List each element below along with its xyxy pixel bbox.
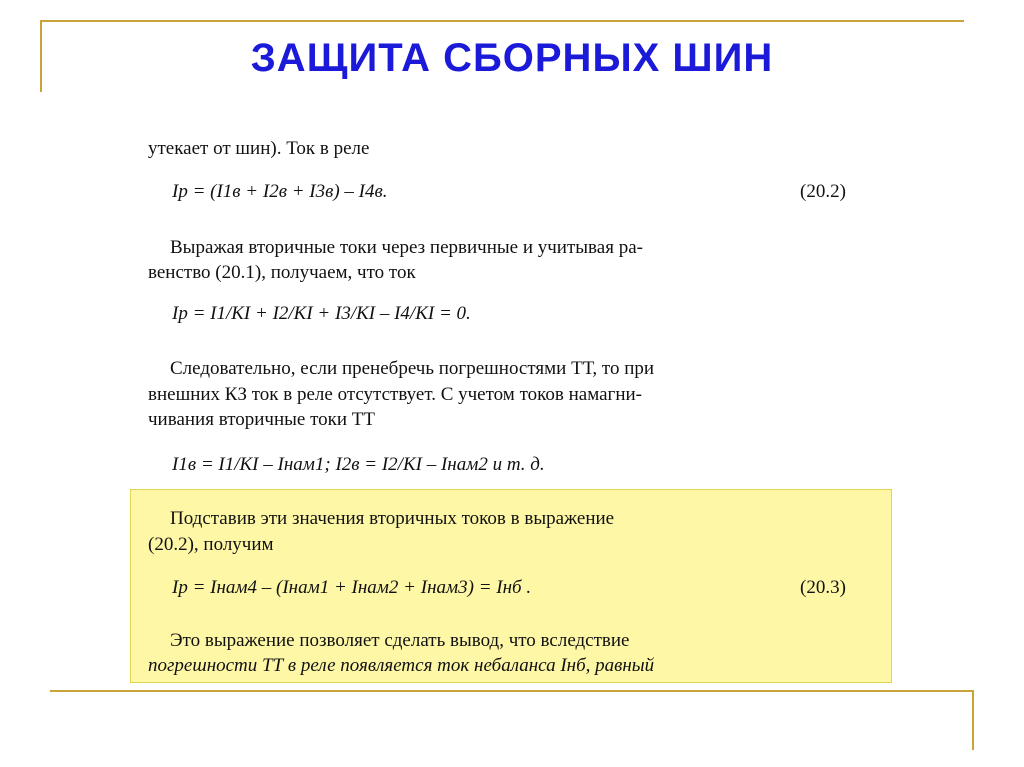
frame-bottom-line — [50, 690, 974, 692]
text-line: венство (20.1), получаем, что ток — [148, 262, 416, 283]
frame-right-line — [972, 690, 974, 750]
text-line: утекает от шин). Ток в реле — [148, 138, 370, 159]
text-line: внешних КЗ ток в реле отсутствует. С учетом токов намагни- — [148, 384, 642, 405]
equation: Iр = I1/KI + I2/KI + I3/KI – I4/KI = 0. — [172, 303, 471, 324]
text-line: Подставив эти значения вторичных токов в выражение — [170, 508, 615, 529]
slide-title: ЗАЩИТА СБОРНЫХ ШИН — [250, 36, 774, 80]
text-line: (20.2), получим — [148, 534, 274, 555]
equation: I1в = I1/KI – Iнам1; I2в = I2/KI – Iнам2 и т. д. — [172, 454, 545, 475]
equation-20-2: Iр = (I1в + I2в + I3в) – I4в. — [172, 181, 388, 202]
text-line: Это выражение позволяет сделать вывод, что вследствие — [170, 630, 630, 651]
text-line: чивания вторичные токи ТТ — [148, 409, 376, 430]
text-line: Следовательно, если пренебречь погрешностями ТТ, то при — [170, 358, 655, 379]
equation-number: (20.3) — [800, 577, 846, 598]
equation-20-3: Iр = Iнам4 – (Iнам1 + Iнам2 + Iнам3) = Iнб . — [172, 577, 532, 598]
text-line: погрешности ТТ в реле появляется ток небаланса Iнб, равный — [148, 655, 655, 676]
equation-number: (20.2) — [800, 181, 846, 202]
text-line: Выражая вторичные токи через первичные и учитывая ра- — [170, 237, 643, 258]
frame-top-line — [40, 20, 964, 22]
